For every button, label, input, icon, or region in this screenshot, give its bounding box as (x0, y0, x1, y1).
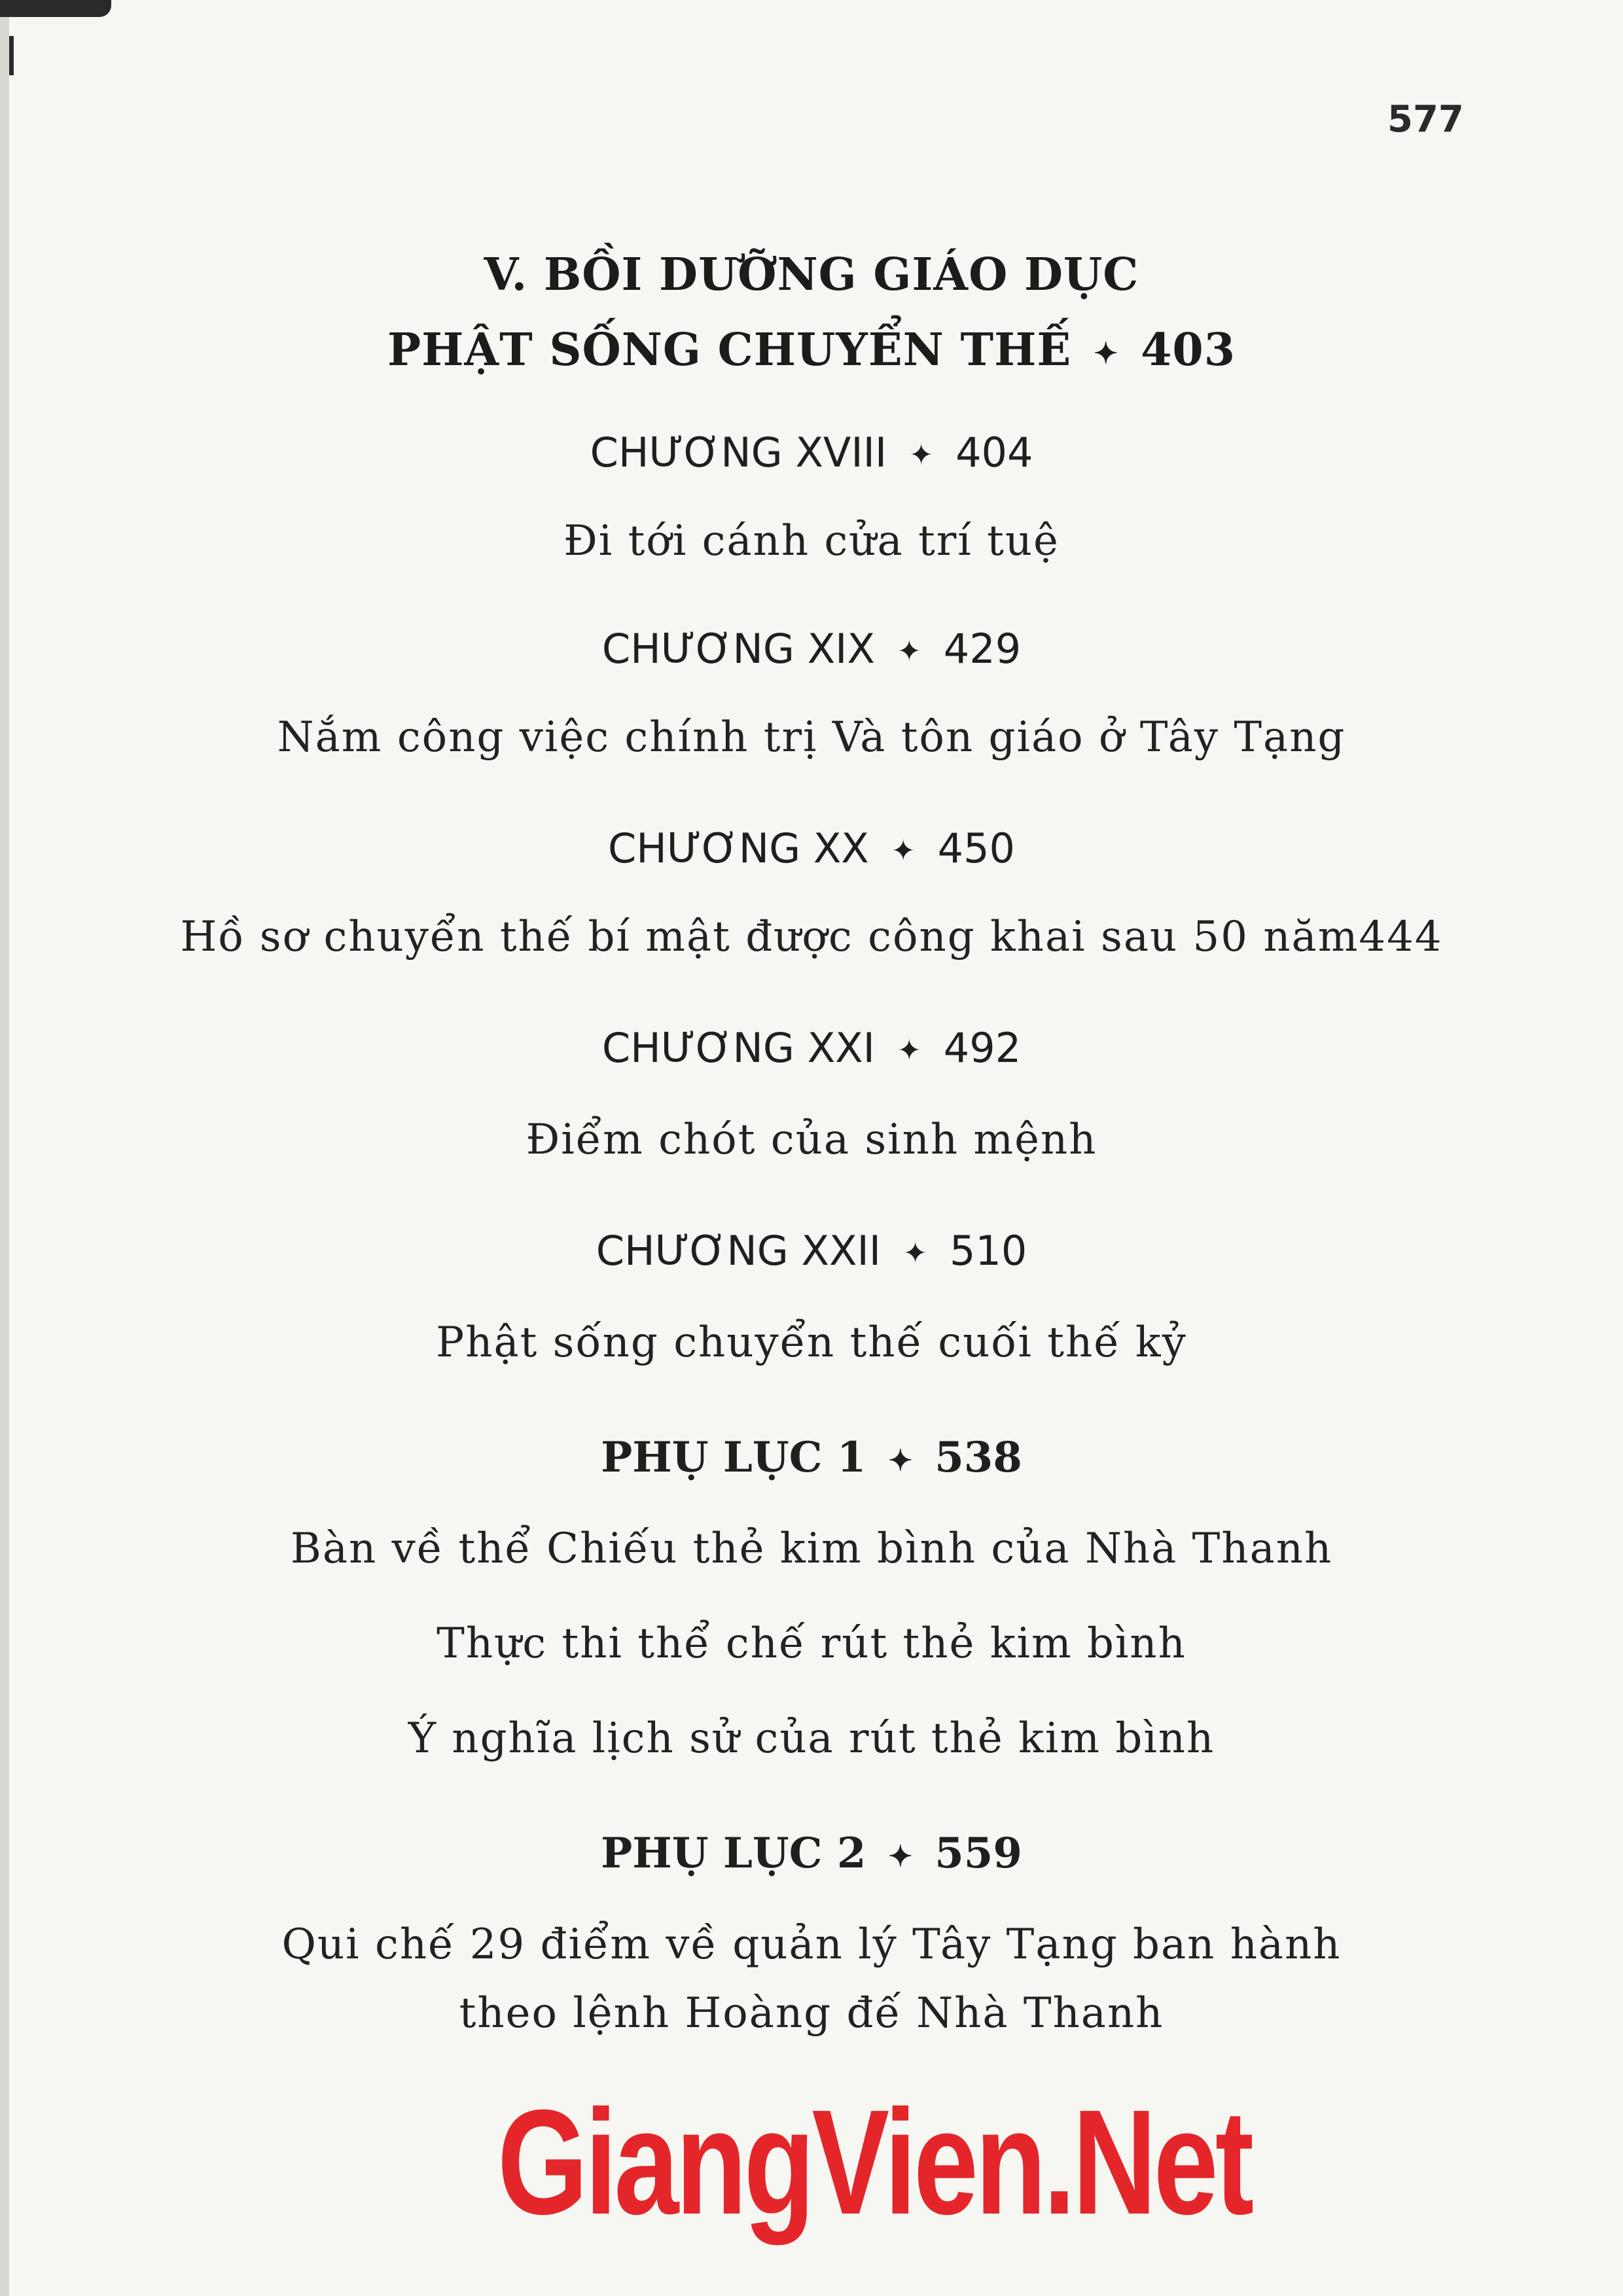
toc-heading (0, 1433, 1623, 1482)
toc-subtitle: Đi tới cánh cửa trí tuệ (563, 517, 1060, 565)
toc-heading-text: CHƯƠNG XX (607, 824, 869, 872)
toc-page: 492 (943, 1024, 1022, 1072)
toc-page: 429 (943, 625, 1022, 673)
toc-heading (0, 625, 1623, 673)
separator-icon: ✦ (888, 1840, 913, 1873)
toc-subtitle: Hồ sơ chuyển thế bí mật được công khai sau 50 năm444 (180, 913, 1443, 961)
toc-heading-text: CHƯƠNG XVIII (590, 429, 887, 476)
toc-page: 404 (955, 429, 1033, 476)
toc-heading-text: CHƯƠNG XXII (596, 1227, 882, 1275)
toc-heading (0, 429, 1623, 476)
toc-heading (0, 1024, 1623, 1072)
watermark: GiangVien.Net (497, 2079, 1251, 2246)
toc-subtitle: Bàn về thể Chiếu thẻ kim bình của Nhà Thanh (290, 1525, 1333, 1573)
toc-subtitle: theo lệnh Hoàng đế Nhà Thanh (459, 1989, 1164, 2038)
part-title-line2 (0, 324, 1623, 376)
separator-icon: ✦ (909, 438, 934, 472)
toc-heading-text: PHỤ LỤC 1 (601, 1433, 866, 1482)
separator-icon: ✦ (897, 635, 921, 669)
separator-icon: ✦ (888, 1444, 913, 1477)
toc-heading-text: CHƯƠNG XXI (601, 1024, 875, 1072)
toc-page: 559 (935, 1829, 1022, 1878)
toc-heading (0, 1227, 1623, 1275)
part-title-text: PHẬT SỐNG CHUYỂN THẾ (387, 324, 1072, 376)
toc-subtitle: Thực thi thể chế rút thẻ kim bình (437, 1619, 1186, 1668)
part-page: 403 (1141, 324, 1236, 376)
separator-icon: ✦ (897, 1034, 921, 1068)
toc-page: 450 (937, 824, 1015, 872)
toc-subtitle: Điểm chót của sinh mệnh (526, 1116, 1097, 1164)
toc-subtitle: Phật sống chuyển thế cuối thế kỷ (436, 1318, 1187, 1367)
toc-subtitle: Qui chế 29 điểm về quản lý Tây Tạng ban hành (281, 1920, 1342, 1969)
toc-heading-text: CHƯƠNG XIX (601, 625, 875, 673)
toc-subtitle: Nắm công việc chính trị Và tôn giáo ở Tây Tạng (277, 713, 1346, 762)
toc-heading (0, 824, 1623, 872)
separator-icon: ✦ (1094, 337, 1119, 370)
scan-corner-mark (0, 0, 111, 17)
part-title-line1: V. BỒI DƯỠNG GIÁO DỤC (484, 249, 1139, 301)
scan-corner-mark (9, 36, 14, 75)
toc-heading (0, 1829, 1623, 1878)
separator-icon: ✦ (891, 834, 916, 868)
toc-subtitle: Ý nghĩa lịch sử của rút thẻ kim bình (408, 1714, 1215, 1763)
separator-icon: ✦ (903, 1237, 927, 1271)
page-number: 577 (1387, 98, 1464, 141)
toc-heading-text: PHỤ LỤC 2 (601, 1829, 866, 1878)
toc-page: 510 (949, 1227, 1027, 1275)
toc-page: 538 (935, 1433, 1022, 1482)
